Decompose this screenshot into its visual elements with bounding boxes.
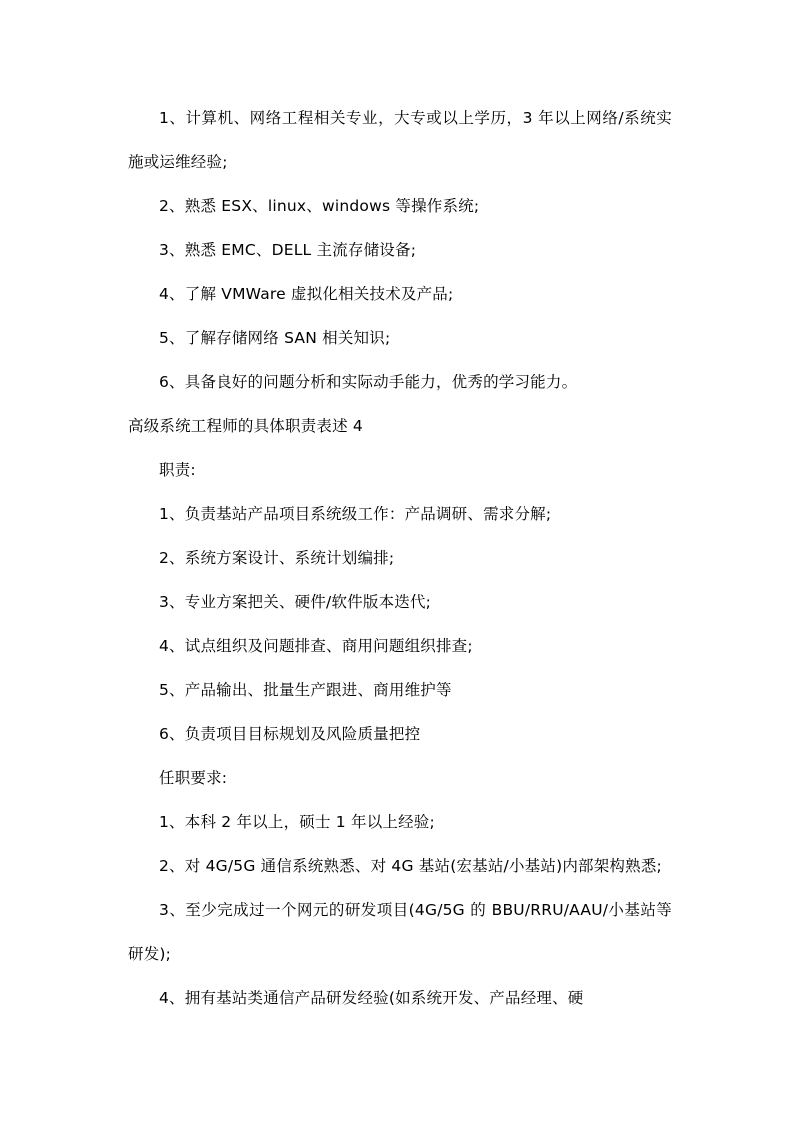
paragraph: 2、系统方案设计、系统计划编排;	[159, 549, 395, 567]
paragraph: 职责:	[159, 461, 196, 479]
paragraph: 4、了解 VMWare 虚拟化相关技术及产品;	[159, 285, 454, 303]
paragraph: 3、熟悉 EMC、DELL 主流存储设备;	[159, 241, 417, 259]
paragraph: 3、至少完成过一个网元的研发项目(4G/5G 的 BBU/RRU/AAU/小基站等研发);	[128, 901, 672, 963]
paragraph: 6、负责项目目标规划及风险质量把控	[159, 725, 421, 743]
paragraph: 5、产品输出、批量生产跟进、商用维护等	[159, 681, 452, 699]
paragraph: 1、计算机、网络工程相关专业，大专或以上学历，3 年以上网络/系统实施或运维经验;	[128, 109, 672, 171]
section-heading: 高级系统工程师的具体职责表述 4	[128, 417, 363, 435]
paragraph: 4、拥有基站类通信产品研发经验(如系统开发、产品经理、硬	[159, 989, 584, 1007]
paragraph: 3、专业方案把关、硬件/软件版本迭代;	[159, 593, 432, 611]
paragraph: 2、熟悉 ESX、linux、windows 等操作系统;	[159, 197, 480, 215]
paragraph: 2、对 4G/5G 通信系统熟悉、对 4G 基站(宏基站/小基站)内部架构熟悉;	[159, 857, 662, 875]
paragraph: 1、负责基站产品项目系统级工作：产品调研、需求分解;	[159, 505, 552, 523]
paragraph: 任职要求:	[159, 769, 228, 787]
paragraph: 6、具备良好的问题分析和实际动手能力，优秀的学习能力。	[159, 373, 578, 391]
paragraph: 1、本科 2 年以上，硕士 1 年以上经验;	[159, 813, 435, 831]
paragraph: 5、了解存储网络 SAN 相关知识;	[159, 329, 391, 347]
document-body	[128, 96, 672, 1020]
paragraph: 4、试点组织及问题排查、商用问题组织排查;	[159, 637, 473, 655]
